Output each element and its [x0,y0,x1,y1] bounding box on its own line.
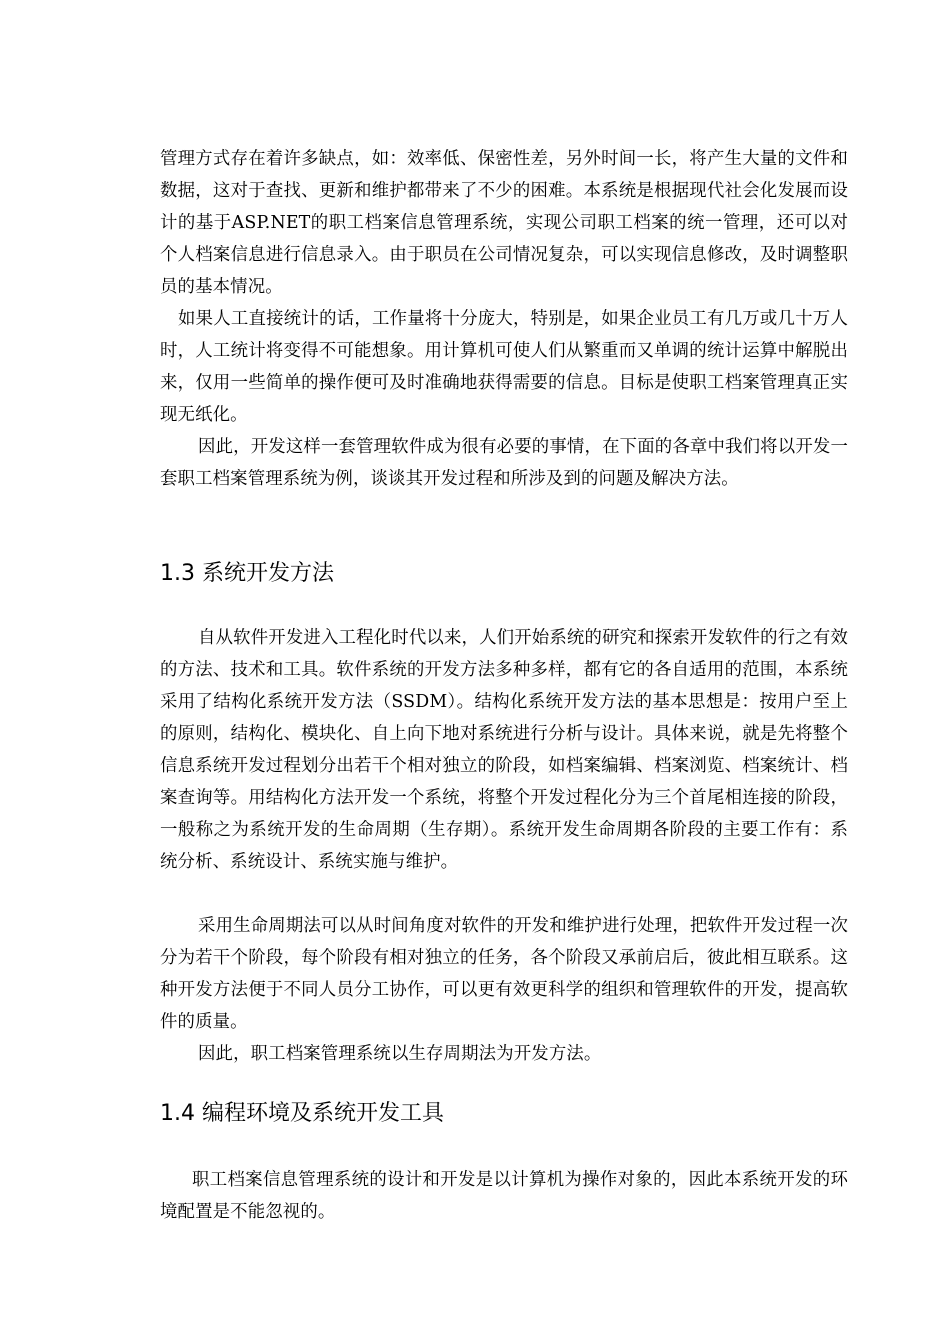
body-paragraph: 因此，开发这样一套管理软件成为很有必要的事情，在下面的各章中我们将以开发一套职工档案管理系统为例，谈谈其开发过程和所涉及到的问题及解决方法。 [160,437,848,489]
body-paragraph: 职工档案信息管理系统的设计和开发是以计算机为操作对象的，因此本系统开发的环境配置是不能忽视的。 [160,1170,848,1222]
section-heading: 1.3 系统开发方法 [160,561,334,586]
body-paragraph: 因此，职工档案管理系统以生存周期法为开发方法。 [198,1044,602,1064]
body-paragraph: 如果人工直接统计的话，工作量将十分庞大，特别是，如果企业员工有几万或几十万人时，人工统计将变得不可能想象。用计算机可使人们从繁重而又单调的统计运算中解脱出来，仅用一些简单的操作便可及时准确地获得需要的信息。目标是使职工档案管理真正实现无纸化。 [160,309,848,425]
body-paragraph: 管理方式存在着许多缺点，如：效率低、保密性差，另外时间一长，将产生大量的文件和数据，这对于查找、更新和维护都带来了不少的困难。本系统是根据现代社会化发展而设计的基于ASP.NET的职工档案信息管理系统，实现公司职工档案的统一管理，还可以对个人档案信息进行信息录入。由于职员在公司情况复杂，可以实现信息修改，及时调整职员的基本情况。 [160,149,848,297]
body-paragraph: 自从软件开发进入工程化时代以来，人们开始系统的研究和探索开发软件的行之有效的方法、技术和工具。软件系统的开发方法多种多样，都有它的各自适用的范围，本系统采用了结构化系统开发方法（SSDM）。结构化系统开发方法的基本思想是：按用户至上的原则，结构化、模块化、自上向下地对系统进行分析与设计。具体来说，就是先将整个信息系统开发过程划分出若干个相对独立的阶段，如档案编辑、档案浏览、档案统计、档案查询等。用结构化方法开发一个系统，将整个开发过程化分为三个首尾相连接的阶段，一般称之为系统开发的生命周期（生存期）。系统开发生命周期各阶段的主要工作有：系统分析、系统设计、系统实施与维护。 [160,628,848,872]
section-heading: 1.4 编程环境及系统开发工具 [160,1101,444,1126]
body-paragraph: 采用生命周期法可以从时间角度对软件的开发和维护进行处理，把软件开发过程一次分为若干个阶段，每个阶段有相对独立的任务，各个阶段又承前启后，彼此相互联系。这种开发方法便于不同人员分工协作，可以更有效更科学的组织和管理软件的开发，提高软件的质量。 [160,916,848,1032]
